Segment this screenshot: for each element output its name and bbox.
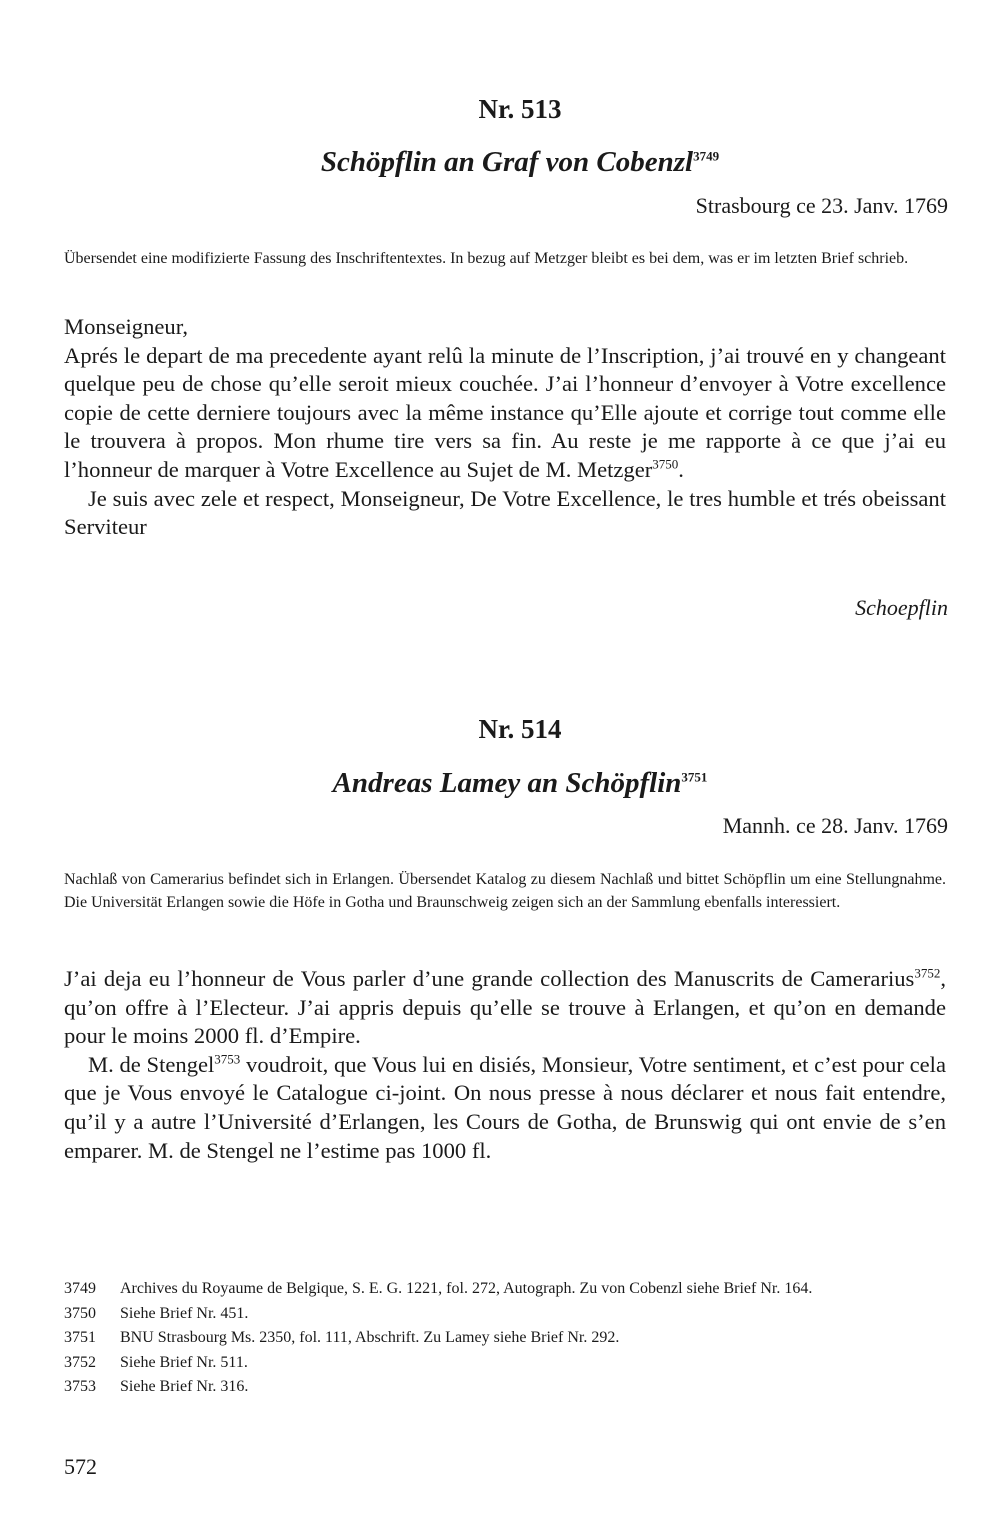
footnote-3752 xyxy=(64,1351,946,1376)
footnote-number: 3753 xyxy=(64,1378,96,1395)
footnote-number: 3751 xyxy=(64,1329,96,1346)
footnote-number: 3752 xyxy=(64,1353,96,1371)
page-number: 572 xyxy=(64,1454,97,1479)
letter-513-heading-text: Schöpflin an Graf von Cobenzl xyxy=(320,146,694,178)
letter-513-salutation: Monseigneur, xyxy=(64,314,188,339)
footnote-ref-3750: 3750 xyxy=(652,456,679,472)
letter-514-paragraph-2 xyxy=(64,1051,946,1165)
letter-514-dateline: Mannh. ce 28. Janv. 1769 xyxy=(722,813,948,838)
letter-514-paragraph-2-part-b: voudroit, que Vous lui en disiés, Monsieur, Votre sentiment, et c’est pour cela que je Vous envoyé le Catalogue ci-joint. On nous presse à nous déclarer et nous fait entendre, qu’il y a autre l’Université d’Erlangen, les Cours de Gotha, de Brunswig qui ont envie de s’en emparer. M. de Stengel ne l’estime pas 1000 fl. xyxy=(64,1051,946,1163)
letter-514-paragraph-2-part-a: M. de Stengel xyxy=(88,1051,215,1077)
letter-514-heading-text: Andreas Lamey an Schöpflin xyxy=(332,767,682,799)
footnote-text: Siehe Brief Nr. 316. xyxy=(120,1378,249,1395)
footnotes xyxy=(64,1277,946,1400)
footnote-ref-3751: 3751 xyxy=(681,769,708,785)
letter-514-number: Nr. 514 xyxy=(478,714,562,744)
letter-513-closing: Je suis avec zele et respect, Monseigneur, De Votre Excellence, le tres humble et trés obeissant Serviteur xyxy=(64,485,946,540)
letter-513-heading xyxy=(0,146,1000,179)
letter-513-paragraph-end: . xyxy=(678,456,684,482)
letter-514-heading xyxy=(0,767,1000,800)
letter-514-body xyxy=(64,965,946,1165)
letter-514-summary: Nachlaß von Camerarius befindet sich in Erlangen. Übersendet Katalog zu diesem Nachlaß und bittet Schöpflin um eine Stellungnahme. Die Universität Erlangen sowie die Höfe in Gotha und Braunschweig zeigen sich an der Sammlung ebenfalls interessiert. xyxy=(64,871,946,911)
footnote-ref-3752: 3752 xyxy=(914,965,941,981)
letter-514-paragraph-1-part-b: , qu’on offre à l’Electeur. J’ai appris depuis qu’elle se trouve à Erlangen, et qu’on en demande pour le moins 2000 fl. d’Empire. xyxy=(64,966,946,1049)
letter-513-dateline: Strasbourg ce 23. Janv. 1769 xyxy=(695,193,948,218)
letter-513-signature: Schoepflin xyxy=(855,595,948,620)
letter-513-paragraph xyxy=(64,342,946,485)
footnote-3750 xyxy=(64,1302,946,1327)
footnote-3751 xyxy=(64,1326,946,1351)
footnote-number: 3749 xyxy=(64,1280,96,1297)
footnote-text: Siehe Brief Nr. 511. xyxy=(120,1353,248,1371)
letter-513-paragraph-text: Aprés le depart de ma precedente ayant relû la minute de l’Inscription, j’ai trouvé en y changeant quelque peu de chose qu’elle seroit mieux couchée. J’ai l’honneur d’envoyer à Votre excellence copie de cette derniere toujours avec la même instance qu’Elle ajoute et corrige tout comme elle le trouvera à propos. Mon rhume tire vers sa fin. Au reste je me rapporte à ce que j’ai eu l’honneur de marquer à Votre Excellence au Sujet de M. Metzger xyxy=(64,342,946,482)
letter-513-summary: Übersendet eine modifizierte Fassung des Inschriftentextes. In bezug auf Metzger bleibt es bei dem, was er im letzten Brief schrieb. xyxy=(64,250,909,267)
footnote-text: BNU Strasbourg Ms. 2350, fol. 111, Abschrift. Zu Lamey siehe Brief Nr. 292. xyxy=(120,1329,620,1346)
letter-513-number: Nr. 513 xyxy=(478,94,562,124)
footnote-ref-3753: 3753 xyxy=(214,1051,241,1067)
letter-514-paragraph-1-part-a: J’ai deja eu l’honneur de Vous parler d’une grande collection des Manuscrits de Camerarius xyxy=(64,966,915,991)
footnote-3749 xyxy=(64,1277,946,1302)
footnote-number: 3750 xyxy=(64,1304,96,1322)
footnote-text: Siehe Brief Nr. 451. xyxy=(120,1304,249,1322)
footnote-ref-3749: 3749 xyxy=(693,148,720,164)
letter-514-paragraph-1 xyxy=(64,965,946,1051)
footnote-text: Archives du Royaume de Belgique, S. E. G. 1221, fol. 272, Autograph. Zu von Cobenzl siehe Brief Nr. 164. xyxy=(120,1280,813,1297)
footnote-3753 xyxy=(64,1375,946,1400)
letter-513-body xyxy=(64,313,946,542)
